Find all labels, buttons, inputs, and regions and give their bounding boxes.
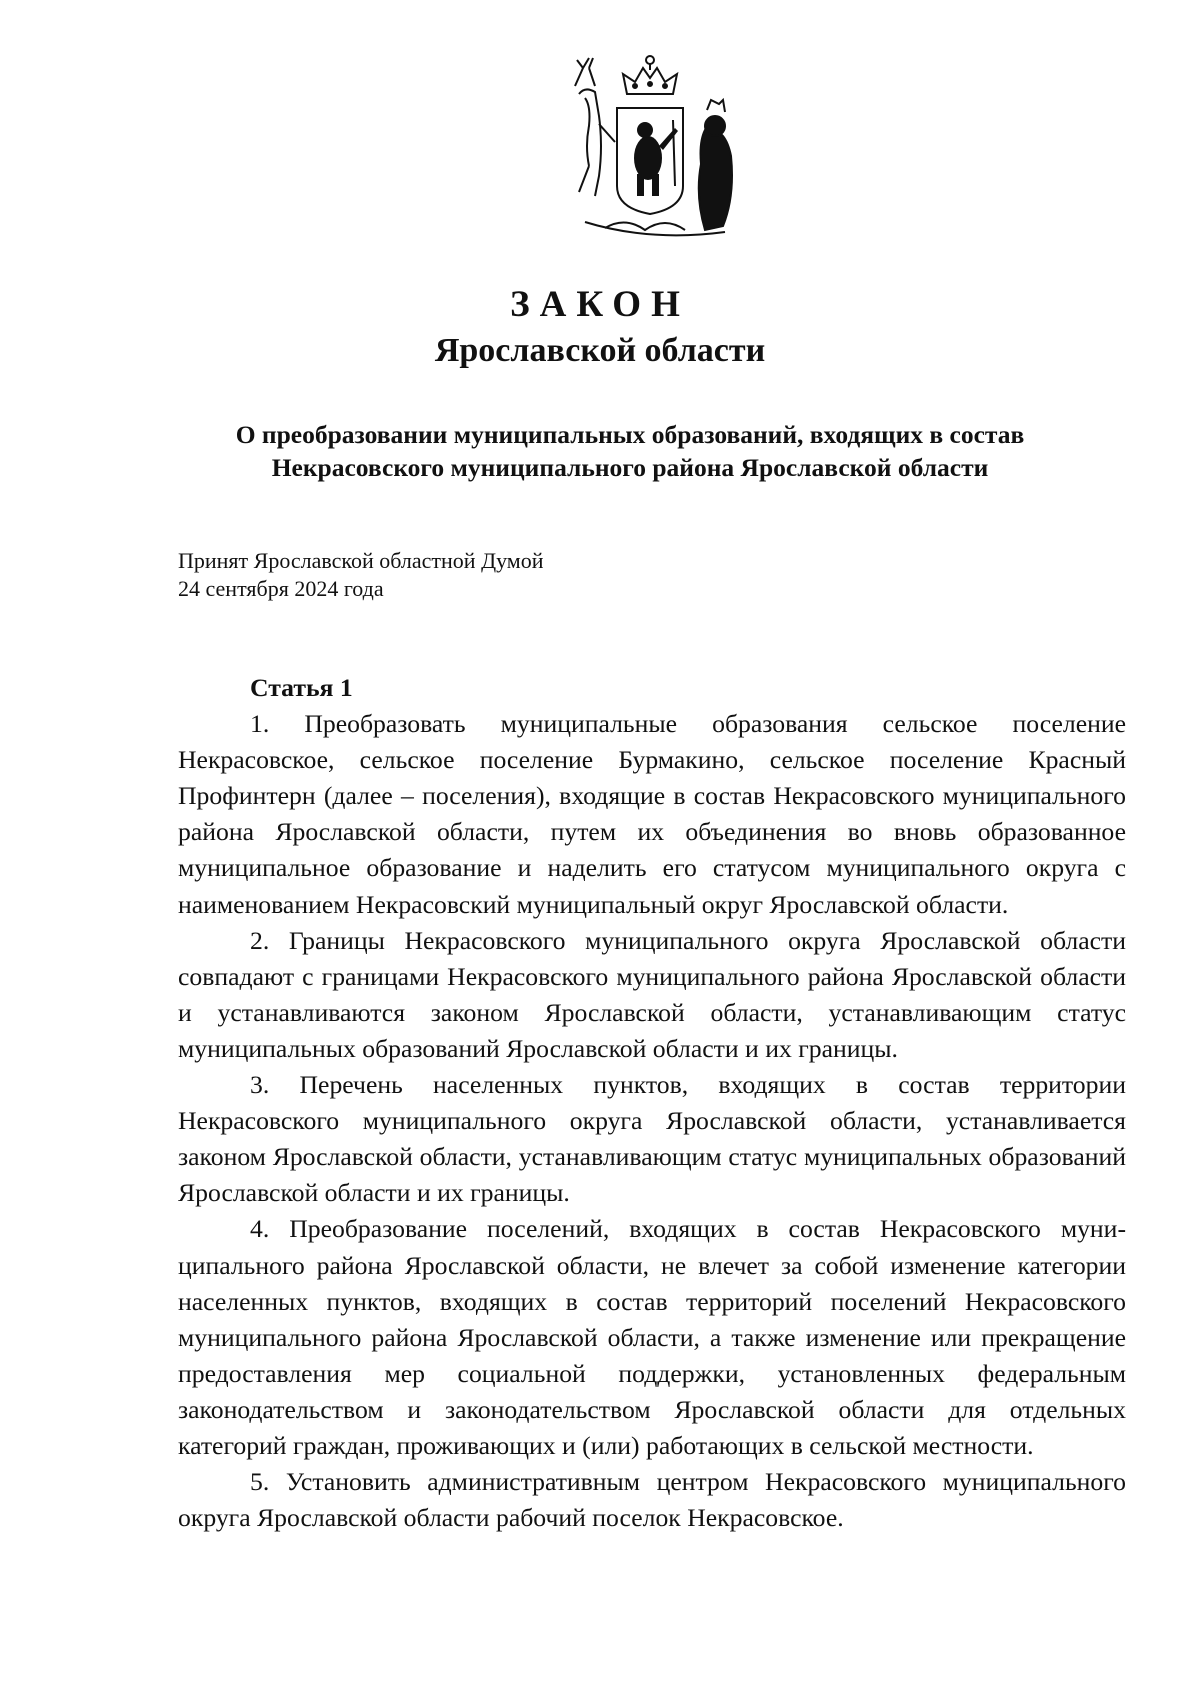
region-heading: Ярославской области: [434, 332, 766, 369]
adopted-date: 24 сентября 2024 года: [178, 576, 384, 601]
article-paragraph: 1. Преобразовать муниципальные образования сельское поселение Некрасовское, сельское поселение Бурмакино, сельское поселение Красный Профинтерн (далее – поселения), входящие в состав Некрасовского муниципального района Ярославской области, путем их объединения во вновь образованное муниципальное образование и наделить его статусом муниципального округа с наименованием Некрасовский муниципальный округ Ярославской области.: [178, 709, 1126, 919]
document-title-line: О преобразовании муниципальных образований, входящих в состав: [235, 420, 1025, 449]
document-title: [170, 418, 1090, 484]
law-heading: ЗАКОН: [510, 284, 690, 325]
article-paragraph: 4. Преобразование поселений, входящих в состав Некрасовского муниципального района Ярославской области, не влечет за собой изменение категории населенных пунктов, входящих в состав территорий поселений Некрасовского муниципального района Ярославской области, а также изменение или прекращение предоставления мер социальной поддержки, установленных федеральным законодательством и законодательством Ярославской области для отдельных категорий граждан, проживающих и (или) работающих в сельской местности.: [178, 1214, 1126, 1460]
adoption-info: [178, 547, 544, 603]
article-paragraph: 5. Установить административным центром Некрасовского муниципального округа Ярославской области рабочий поселок Некрасовское.: [178, 1467, 1126, 1533]
document-title-line: Некрасовского муниципального района Ярославской области: [271, 453, 989, 482]
article-1: [178, 670, 1126, 1536]
article-heading: Статья 1: [250, 673, 353, 702]
yaroslavl-coat-of-arms-emblem: [555, 46, 745, 246]
article-paragraph: 2. Границы Некрасовского муниципального округа Ярославской области совпадают с границами Некрасовского муниципального района Ярославской области и устанавливаются законом Ярославской области, устанавливающим статус муниципальных образований Ярославской области и их границы.: [178, 925, 1126, 1063]
article-paragraph: 3. Перечень населенных пунктов, входящих в состав территории Некрасовского муниципального округа Ярославской области, устанавливается законом Ярославской области, устанавливающим статус муниципальных образований Ярославской области и их границы.: [178, 1070, 1126, 1208]
adopted-by: Принят Ярославской областной Думой: [178, 548, 544, 573]
